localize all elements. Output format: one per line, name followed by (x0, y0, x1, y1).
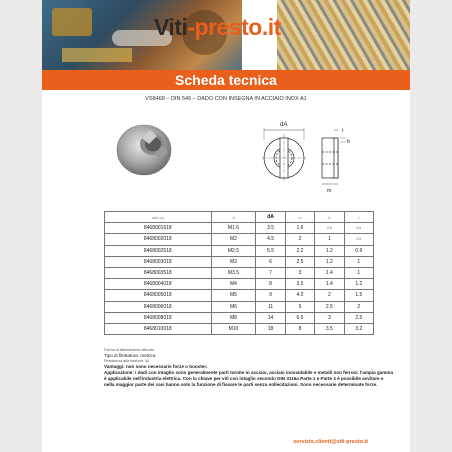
table-row: 8468001618 M1.6 3.5 1.6 0.5 0.6 (105, 223, 374, 234)
datasheet-page (42, 0, 410, 452)
product-drawing (102, 110, 392, 205)
col-d: d (211, 212, 256, 223)
col-sku: sku cq (105, 212, 212, 223)
col-m: m (285, 212, 314, 223)
product-subtitle: VS8468 – DIN 546 – DADO CON INSEGNA IN ACCIAIO INOX A1 (145, 96, 307, 102)
nut-front-view (262, 128, 306, 182)
header-screws-photo (277, 0, 410, 70)
brand-accent: -presto.it (187, 14, 281, 40)
nut-side-view (322, 130, 346, 184)
dim-t-label: t (342, 128, 344, 134)
brand-logo (154, 14, 281, 41)
banner-title: Scheda tecnica (175, 72, 277, 88)
table-row: 8468004018 M4 8 3.5 1.4 1.2 (105, 279, 374, 290)
table-row: 8468005018 M5 9 4.2 2 1.5 (105, 290, 374, 301)
col-da: dA (256, 212, 285, 223)
note-application: Applicazione: I dadi con intaglio sono generalmente parti tornite in acciaio, acciaio inossidabile e metalli non ferrosi. l'ampia gamma è applicabile nell'industria elettrica. Con la chiave per viti con intaglio secondo DIN 3116a Parte 1 e Parte 2 è possibile avvitare e nella maggior parte dei casi hanno solo la funzione di fissare le parti senza sollecitazioni. Sono necessarie determinate forze. (104, 369, 394, 387)
dimensions-table (104, 211, 374, 335)
title-banner (42, 70, 410, 90)
table-row: 8468008018 M8 14 6.5 3 2.5 (105, 312, 374, 323)
product-notes (104, 348, 394, 388)
table-row: 8468002018 M2 4.5 2 1 0.6 (105, 234, 374, 245)
table-row: 8468010018 M10 18 8 3.5 3.2 (105, 323, 374, 334)
table-row: 8468003018 M3 6 2.5 1.2 1 (105, 256, 374, 267)
note-thread: Tipo di filettatura: metrica (104, 353, 156, 358)
col-b: b (315, 212, 344, 223)
dim-m-label: m (327, 188, 332, 194)
dim-da-label: dA (280, 122, 288, 128)
dim-b-label: b (347, 139, 350, 145)
note-shape: Forma di allineamento affondo (104, 348, 154, 352)
table-header-row (105, 212, 374, 223)
note-strength: Resistenza alla trazione: 50 (104, 358, 150, 363)
col-t: t (344, 212, 373, 223)
table-row: 8468006018 M6 11 5 2.5 2 (105, 301, 374, 312)
brand-main: Viti (154, 14, 188, 40)
footer-email-link[interactable]: servizio.clienti@viti-presto.it (293, 439, 368, 445)
note-advantages: Vantaggi: non sono necessarie forze o booster. (104, 363, 208, 369)
nut-photo (117, 125, 171, 175)
table-row: 8468003518 M3.5 7 3 1.4 1 (105, 267, 374, 278)
table-row: 8468002518 M2.5 5.5 2.2 1.2 0.9 (105, 245, 374, 256)
